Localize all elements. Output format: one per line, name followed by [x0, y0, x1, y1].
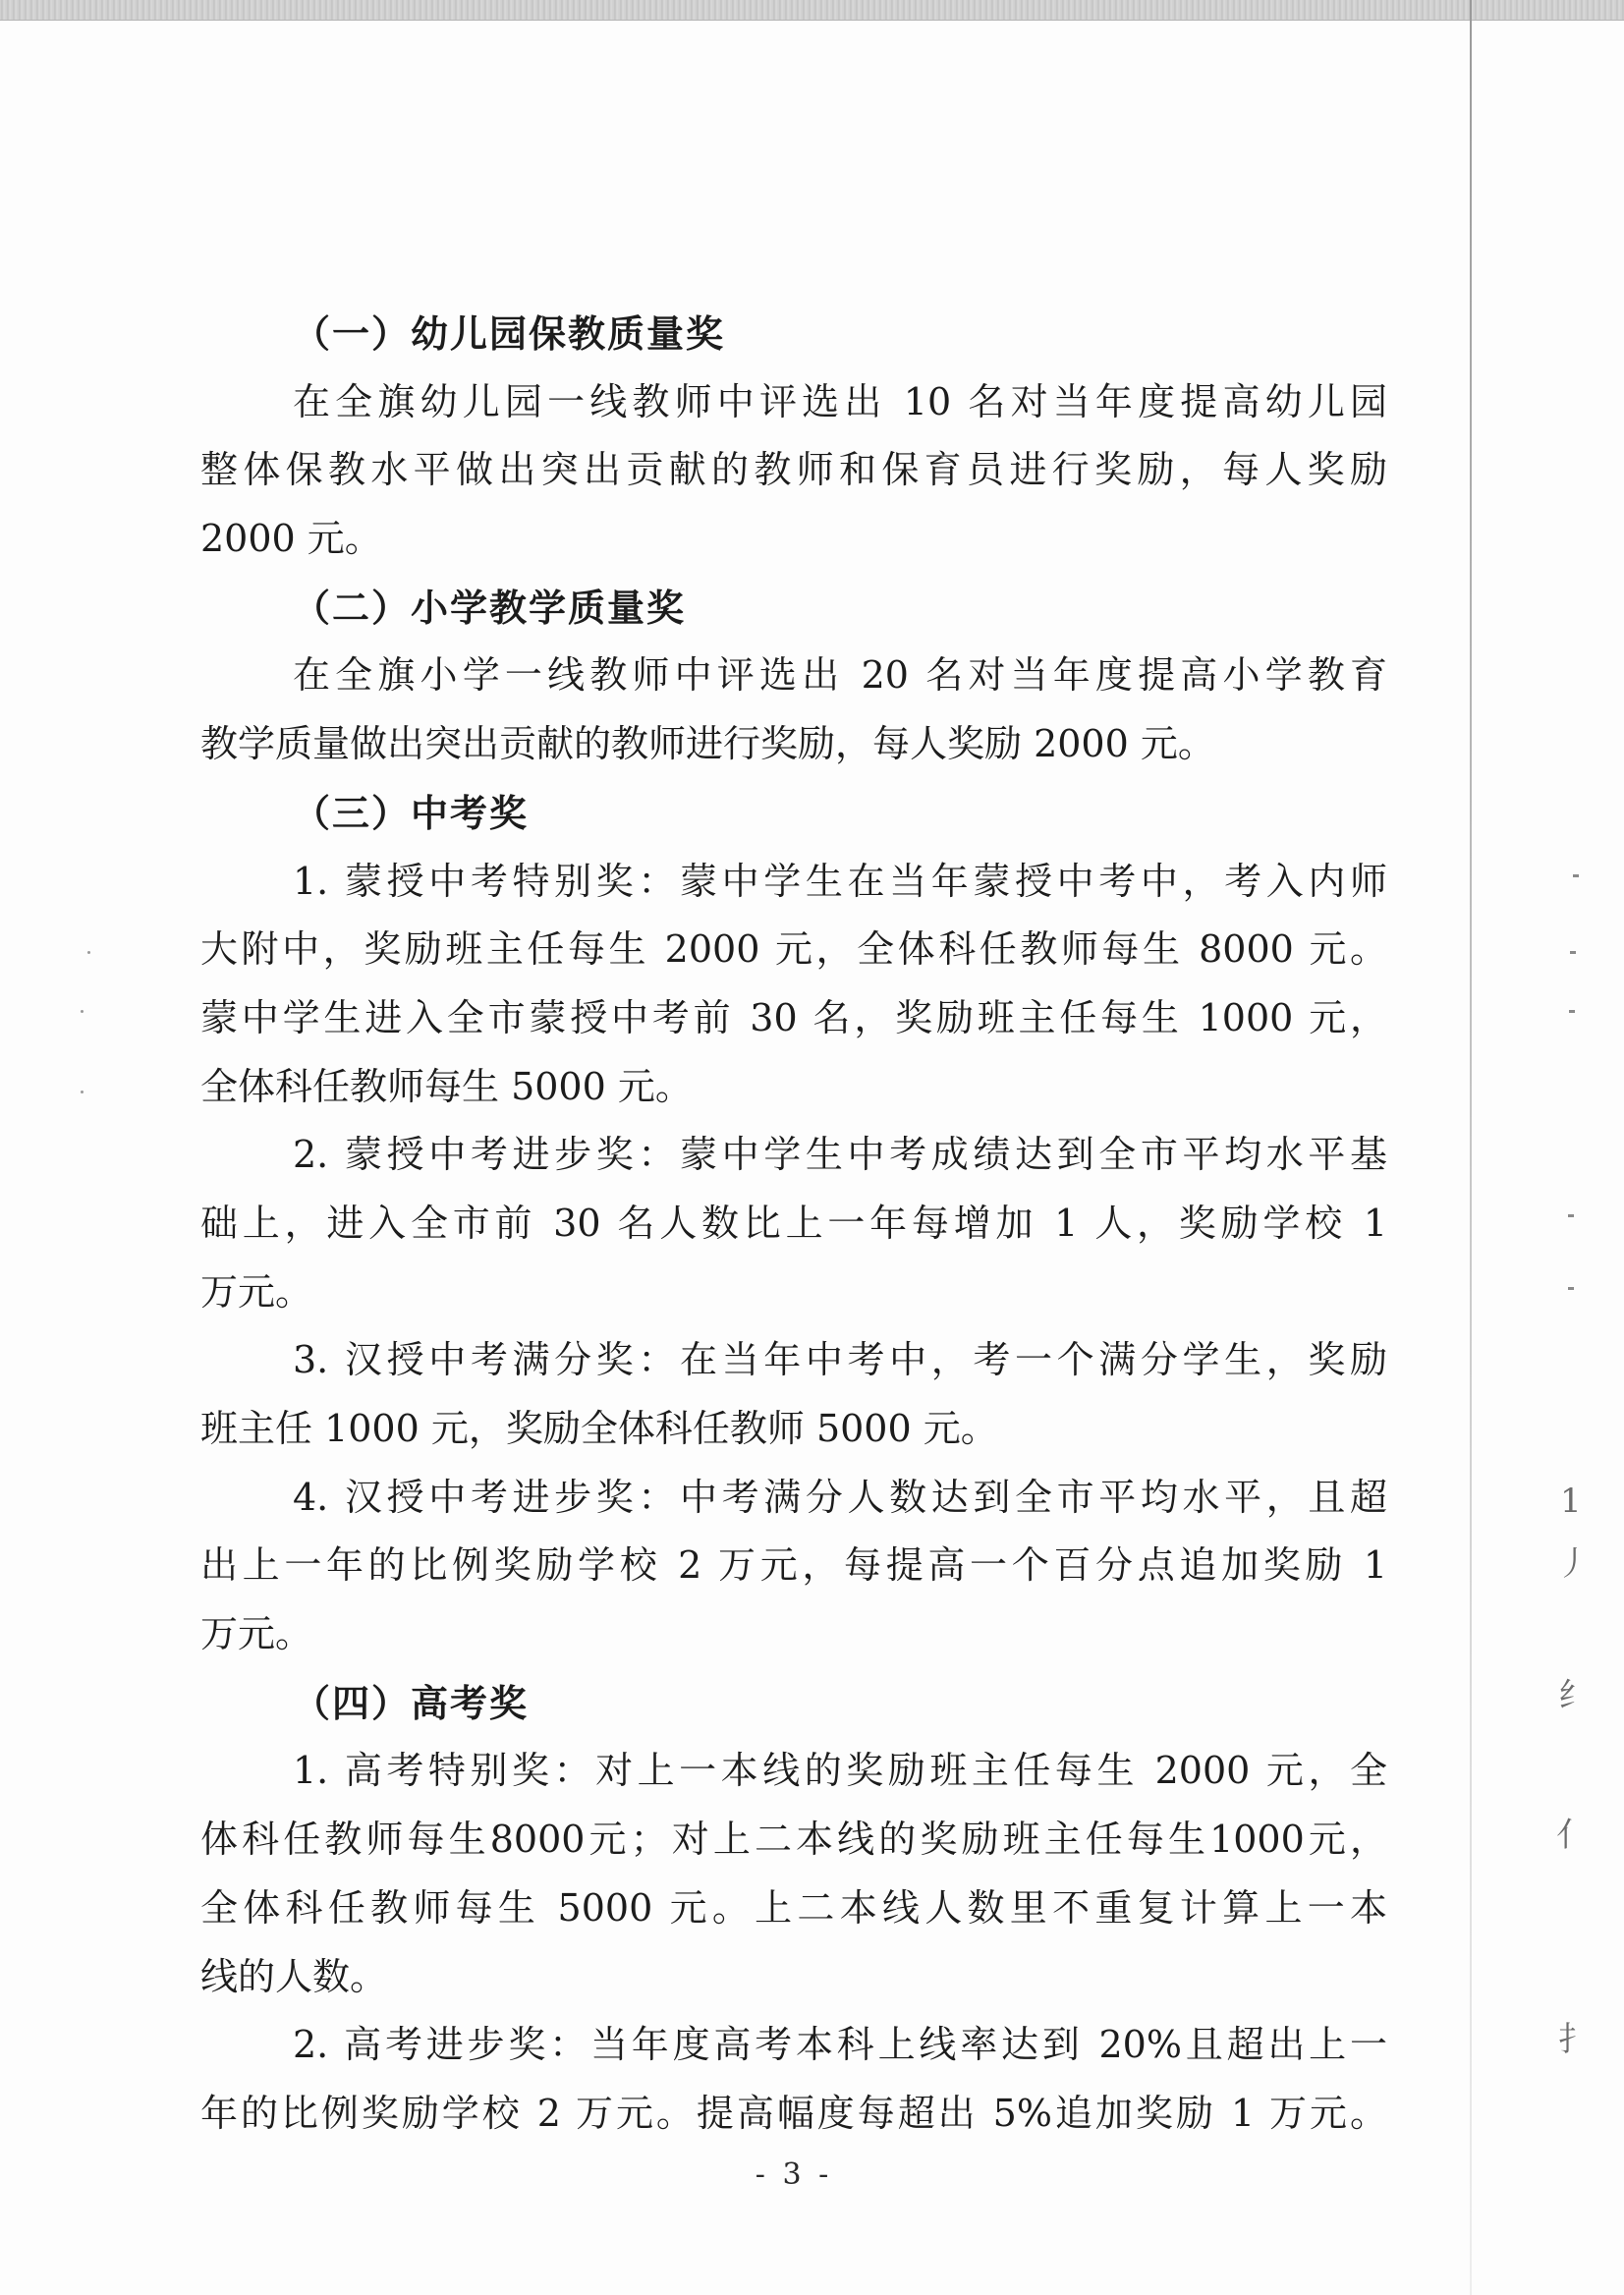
body-line: 大附中，奖励班主任每生 2000 元，全体科任教师每生 8000 元。 [200, 927, 1387, 972]
body-line: 3. 汉授中考满分奖：在当年中考中，考一个满分学生，奖励 [293, 1338, 1387, 1382]
body-line: 年的比例奖励学校 2 万元。提高幅度每超出 5%追加奖励 1 万元。 [200, 2091, 1387, 2135]
section-heading: （一）幼儿园保教质量奖 [293, 311, 726, 356]
margin-fragment: 丿 [1556, 1544, 1590, 1584]
scan-right-edge-line [1470, 0, 1472, 2295]
scan-mark [1573, 874, 1579, 877]
scan-mark [1569, 1010, 1575, 1013]
body-line: 在全旗幼儿园一线教师中评选出 10 名对当年度提高幼儿园 [293, 379, 1387, 423]
body-line: 整体保教水平做出突出贡献的教师和保育员进行奖励，每人奖励 [200, 448, 1387, 492]
body-line: 1. 蒙授中考特别奖：蒙中学生在当年蒙授中考中，考入内师 [293, 859, 1387, 903]
body-line: 体科任教师每生8000元；对上二本线的奖励班主任每生1000元， [200, 1818, 1387, 1862]
section-heading: （三）中考奖 [293, 790, 530, 835]
body-line: 全体科任教师每生 5000 元。 [200, 1064, 693, 1108]
scan-mark [1568, 1287, 1574, 1290]
margin-fragment: 纟 [1558, 1676, 1592, 1715]
scan-speck [87, 951, 90, 954]
body-line: 万元。 [200, 1269, 313, 1314]
body-line: 线的人数。 [200, 1954, 388, 1998]
body-line: 万元。 [200, 1612, 313, 1656]
scan-speck [81, 1010, 84, 1013]
body-line: 在全旗小学一线教师中评选出 20 名对当年度提高小学教育 [293, 653, 1387, 698]
margin-fragment: 1 [1560, 1482, 1582, 1521]
body-line: 2000 元。 [200, 517, 382, 561]
scan-top-band [0, 0, 1624, 21]
section-heading: （四）高考奖 [293, 1680, 530, 1725]
body-line: 全体科任教师每生 5000 元。上二本线人数里不重复计算上一本 [200, 1885, 1387, 1930]
body-line: 2. 高考进步奖：当年度高考本科上线率达到 20%且超出上一 [293, 2023, 1387, 2067]
margin-fragment: 亻 [1556, 1816, 1590, 1855]
body-line: 1. 高考特别奖：对上一本线的奖励班主任每生 2000 元，全 [293, 1749, 1387, 1793]
scan-mark [1570, 951, 1576, 954]
scan-speck [81, 1091, 84, 1093]
body-line: 础上，进入全市前 30 名人数比上一年每增加 1 人，奖励学校 1 [200, 1201, 1387, 1245]
body-line: 2. 蒙授中考进步奖：蒙中学生中考成绩达到全市平均水平基 [293, 1133, 1387, 1177]
section-heading: （二）小学教学质量奖 [293, 585, 687, 630]
document-body [200, 300, 1387, 2149]
page-number: - 3 - [755, 2157, 833, 2192]
body-line: 出上一年的比例奖励学校 2 万元，每提高一个百分点追加奖励 1 [200, 1543, 1387, 1588]
body-line: 教学质量做出突出贡献的教师进行奖励，每人奖励 2000 元。 [200, 722, 1215, 766]
body-line: 蒙中学生进入全市蒙授中考前 30 名，奖励班主任每生 1000 元， [200, 995, 1387, 1039]
margin-fragment: 扌 [1558, 2020, 1592, 2059]
scan-mark [1568, 1214, 1574, 1217]
body-line: 班主任 1000 元，奖励全体科任教师 5000 元。 [200, 1407, 998, 1450]
body-line: 4. 汉授中考进步奖：中考满分人数达到全市平均水平，且超 [293, 1475, 1387, 1519]
